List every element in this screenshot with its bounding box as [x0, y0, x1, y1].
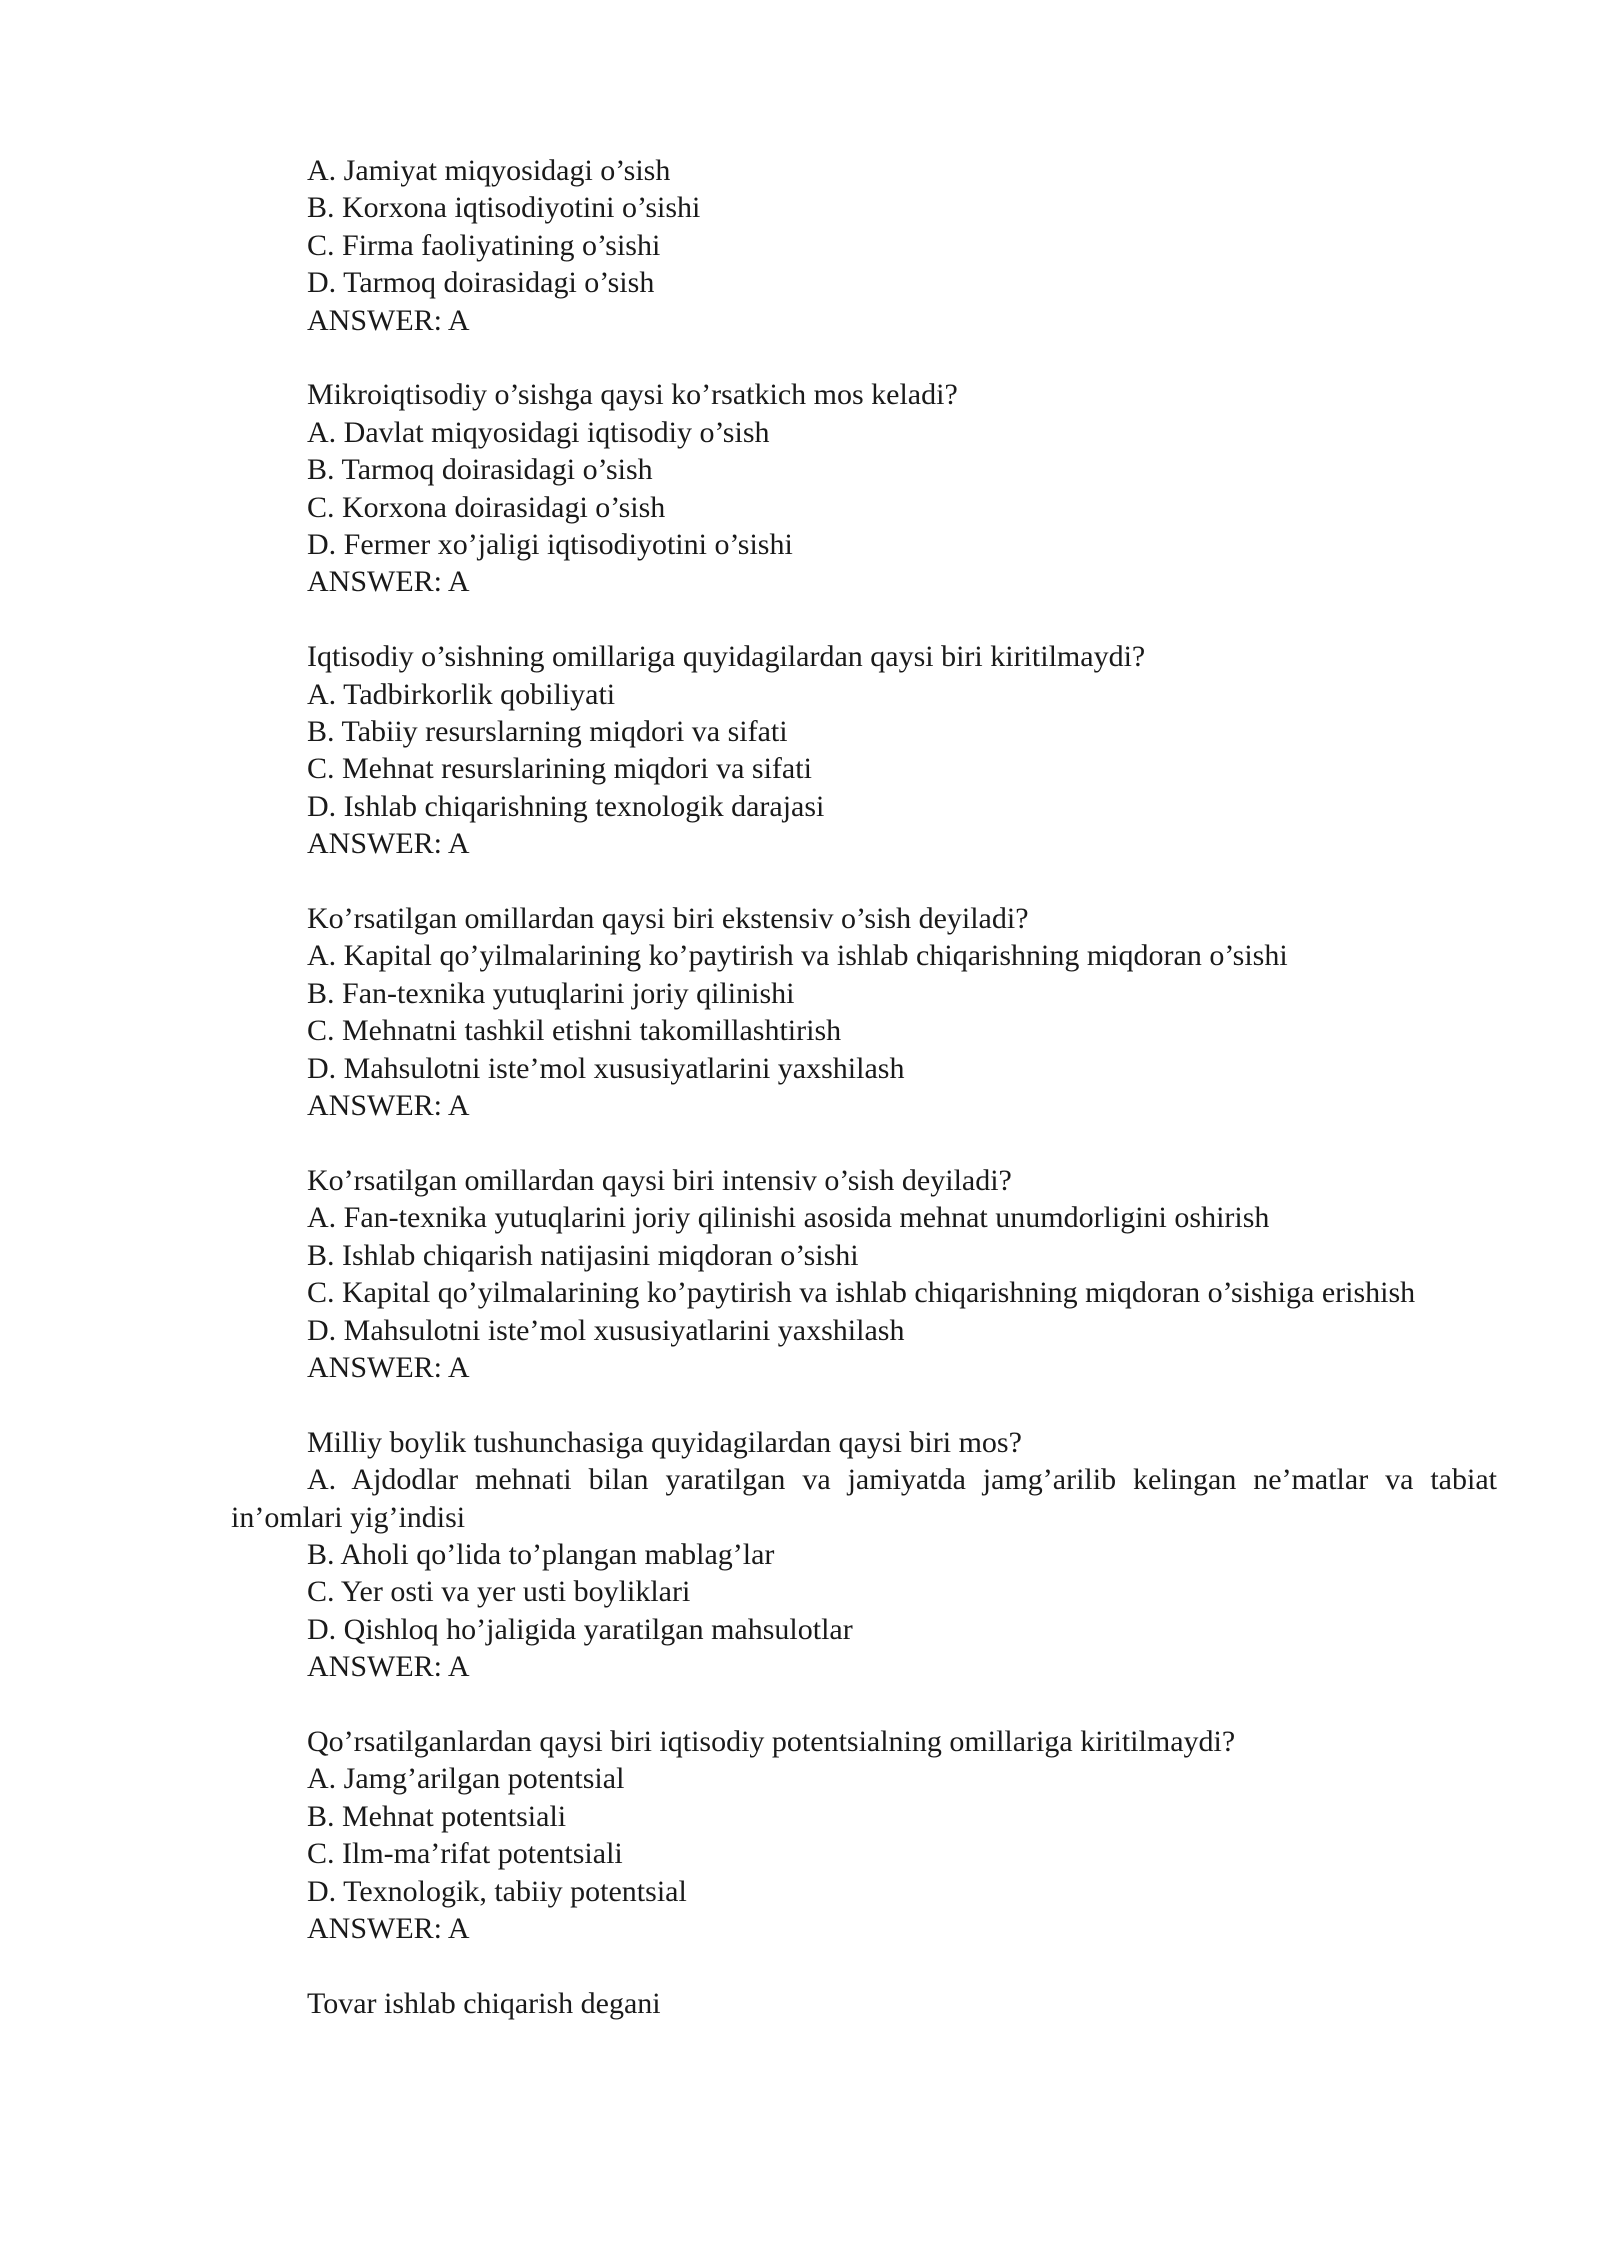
- question-block: [231, 638, 1497, 862]
- answer-option: C. Mehnatni tashkil etishni takomillashtirish: [307, 1014, 842, 1048]
- answer-key: ANSWER: A: [307, 1350, 470, 1384]
- answer-key: ANSWER: A: [307, 565, 470, 599]
- answer-option: C. Kapital qo’yilmalarining ko’paytirish va ishlab chiqarishning miqdoran o’sishiga erishish: [307, 1276, 1416, 1310]
- question-text: Ko’rsatilgan omillardan qaysi biri ekstensiv o’sish deyiladi?: [307, 902, 1029, 936]
- answer-option: A. Kapital qo’yilmalarining ko’paytirish va ishlab chiqarishning miqdoran o’sishi: [307, 939, 1288, 973]
- question-text: Milliy boylik tushunchasiga quyidagilardan qaysi biri mos?: [307, 1425, 1022, 1459]
- answer-option: D. Texnologik, tabiiy potentsial: [307, 1874, 687, 1908]
- answer-option: A. Davlat miqyosidagi iqtisodiy o’sish: [307, 415, 770, 449]
- answer-option: C. Yer osti va yer usti boyliklari: [307, 1575, 691, 1609]
- answer-option: C. Ilm-ma’rifat potentsiali: [307, 1837, 623, 1871]
- answer-option: B. Aholi qo’lida to’plangan mablag’lar: [307, 1537, 775, 1571]
- answer-option: B. Fan-texnika yutuqlarini joriy qilinishi: [307, 976, 795, 1010]
- answer-option: A. Ajdodlar mehnati bilan yaratilgan va jamiyatda jamg’arilib kelingan ne’matlar va tabiat in’omlari yig’indisi: [231, 1463, 1497, 1534]
- answer-option: C. Firma faoliyatining o’sishi: [307, 228, 661, 262]
- question-block: [231, 1985, 1497, 2022]
- answer-option: D. Mahsulotni iste’mol xususiyatlarini yaxshilash: [307, 1313, 905, 1347]
- answer-option: B. Tarmoq doirasidagi o’sish: [307, 453, 653, 487]
- answer-option: B. Ishlab chiqarish natijasini miqdoran o’sishi: [307, 1238, 859, 1272]
- answer-key: ANSWER: A: [307, 1912, 470, 1945]
- answer-option: A. Tadbirkorlik qobiliyati: [307, 677, 616, 711]
- document-body: [231, 152, 1497, 2060]
- answer-option: D. Fermer xo’jaligi iqtisodiyotini o’sishi: [307, 528, 793, 562]
- answer-option: A. Jamiyat miqyosidagi o’sish: [307, 154, 671, 187]
- answer-option: D. Qishloq ho’jaligida yaratilgan mahsulotlar: [307, 1612, 853, 1646]
- answer-key: ANSWER: A: [307, 1650, 470, 1684]
- question-block: [231, 900, 1497, 1124]
- answer-option: D. Mahsulotni iste’mol xususiyatlarini yaxshilash: [307, 1051, 905, 1085]
- answer-key: ANSWER: A: [307, 827, 470, 861]
- question-block: [231, 376, 1497, 600]
- question-text: Mikroiqtisodiy o’sishga qaysi ko’rsatkich mos keladi?: [307, 378, 958, 412]
- answer-option: B. Korxona iqtisodiyotini o’sishi: [307, 191, 701, 225]
- answer-key: ANSWER: A: [307, 303, 470, 337]
- answer-option: B. Tabiiy resurslarning miqdori va sifati: [307, 715, 788, 749]
- answer-option: D. Ishlab chiqarishning texnologik darajasi: [307, 789, 825, 823]
- question-block: [231, 152, 1497, 339]
- question-block: [231, 1424, 1497, 1686]
- question-text: Iqtisodiy o’sishning omillariga quyidagilardan qaysi biri kiritilmaydi?: [307, 640, 1146, 674]
- answer-option: B. Mehnat potentsiali: [307, 1799, 567, 1833]
- answer-option: A. Fan-texnika yutuqlarini joriy qilinishi asosida mehnat unumdorligini oshirish: [307, 1201, 1270, 1235]
- question-text: Tovar ishlab chiqarish degani: [307, 1986, 661, 2020]
- answer-option: C. Mehnat resurslarining miqdori va sifati: [307, 752, 812, 786]
- question-block: [231, 1723, 1497, 1947]
- answer-option: D. Tarmoq doirasidagi o’sish: [307, 266, 655, 300]
- answer-option: C. Korxona doirasidagi o’sish: [307, 490, 666, 524]
- answer-option: A. Jamg’arilgan potentsial: [307, 1762, 625, 1796]
- question-block: [231, 1162, 1497, 1386]
- question-text: Qo’rsatilganlardan qaysi biri iqtisodiy potentsialning omillariga kiritilmaydi?: [307, 1724, 1236, 1758]
- question-text: Ko’rsatilgan omillardan qaysi biri intensiv o’sish deyiladi?: [307, 1163, 1012, 1197]
- answer-key: ANSWER: A: [307, 1089, 470, 1123]
